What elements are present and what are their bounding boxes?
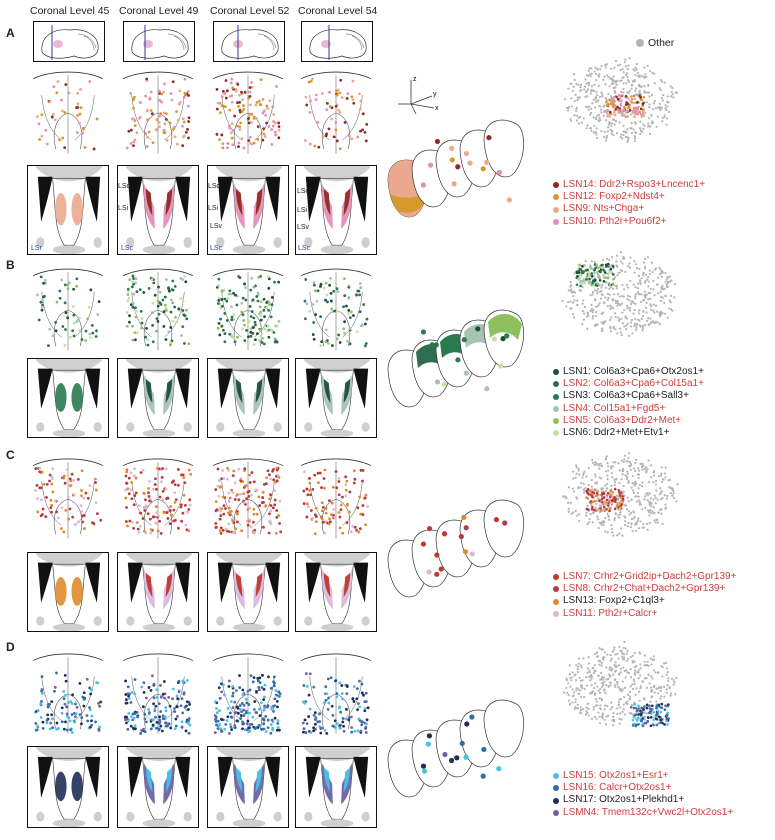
legend-panel-d [553, 770, 733, 819]
legend-dot [553, 773, 559, 779]
legend-label: LSN4: Col15a1+Fgd5+ [563, 402, 666, 414]
legend-dot [553, 785, 559, 791]
legend-item [553, 415, 704, 427]
region-label-lsd: LSd [297, 188, 310, 195]
3d-reconstruction [383, 490, 533, 600]
legend-item [553, 403, 704, 415]
legend-item [553, 608, 736, 620]
legend-item [553, 390, 704, 402]
cell-section [117, 68, 199, 158]
legend-item [553, 427, 704, 439]
legend-label: LSN10: Pth2r+Pou6f2+ [563, 215, 667, 227]
legend-label: LSMN4: Tmem132c+Vwc2l+Otx2os1+ [563, 806, 734, 818]
sagittal-thumbnail [123, 21, 195, 62]
legend-item [553, 770, 733, 782]
atlas-section [27, 746, 109, 828]
legend-dot [553, 599, 559, 605]
legend-dot [553, 406, 559, 412]
cell-section [207, 265, 289, 355]
umap-plot [555, 46, 705, 164]
legend-dot [553, 430, 559, 436]
legend-panel-a [553, 179, 705, 228]
panel-letter-a: A [6, 26, 15, 40]
legend-dot [553, 810, 559, 816]
sagittal-thumbnail [213, 21, 285, 62]
legend-item [553, 216, 705, 228]
region-label-lsi: LSi [297, 207, 308, 214]
legend-item [553, 378, 704, 390]
legend-dot [553, 586, 559, 592]
column-label-level-45: Coronal Level 45 [30, 5, 110, 17]
legend-dot [553, 574, 559, 580]
region-label-lsd: LSd [208, 183, 221, 190]
region-label-lsc: LSc [210, 245, 223, 252]
legend-label: LSN6: Ddr2+Met+Etv1+ [563, 427, 670, 439]
legend-label: LSN3: Col6a3+Cpa6+Sall3+ [563, 390, 689, 402]
atlas-section [207, 165, 289, 255]
3d-reconstruction [383, 110, 533, 220]
region-label-lsi: LSi [118, 205, 129, 212]
legend-item [553, 794, 733, 806]
panel-letter-c: C [6, 448, 15, 462]
atlas-section [207, 358, 289, 438]
cell-section [295, 68, 377, 158]
cell-section [295, 650, 377, 738]
legend-dot [553, 418, 559, 424]
legend-item [553, 366, 704, 378]
atlas-section [207, 552, 289, 632]
axis-z-label: z [413, 76, 417, 83]
legend-item [553, 191, 705, 203]
region-label-lsv: LSv [297, 224, 310, 231]
cell-section [295, 455, 377, 543]
column-label-level-52: Coronal Level 52 [210, 5, 290, 17]
region-label-lsv: LSv [210, 223, 223, 230]
sagittal-thumbnail [33, 21, 105, 62]
legend-dot [553, 381, 559, 387]
sagittal-thumbnail [301, 21, 373, 62]
atlas-section [27, 165, 109, 255]
panel-letter-b: B [6, 258, 15, 272]
legend-item [553, 595, 736, 607]
column-label-level-49: Coronal Level 49 [119, 5, 199, 17]
cell-section [117, 650, 199, 738]
legend-dot [553, 611, 559, 617]
legend-label: LSN8: Crhr2+Chat+Dach2+Gpr139+ [563, 583, 726, 595]
legend-label: LSN5: Col6a3+Ddr2+Met+ [563, 414, 682, 426]
legend-panel-b [553, 366, 704, 439]
cell-section [27, 68, 109, 158]
3d-reconstruction [383, 690, 533, 800]
atlas-section [295, 165, 377, 255]
region-label-lsr: LSr [31, 245, 42, 252]
panel-letter-d: D [6, 640, 15, 654]
legend-label: LSN1: Col6a3+Cpa6+Otx2os1+ [563, 366, 704, 377]
legend-dot [553, 194, 559, 200]
3d-reconstruction [383, 300, 533, 410]
cell-section [207, 455, 289, 543]
legend-label: LSN15: Otx2os1+Esr1+ [563, 770, 669, 781]
atlas-section [27, 358, 109, 438]
umap-plot [555, 630, 705, 748]
region-label-lsc: LSc [298, 245, 311, 252]
legend-dot [553, 207, 559, 213]
region-label-lsc: LSc [121, 245, 134, 252]
legend-item [553, 583, 736, 595]
legend-label: LSN7: Crhr2+Grid2ip+Dach2+Gpr139+ [563, 571, 737, 582]
legend-item [553, 782, 733, 794]
cell-section [207, 650, 289, 738]
legend-item [553, 179, 705, 191]
region-label-lsd: LSd [118, 183, 131, 190]
cell-section [117, 455, 199, 543]
legend-dot [553, 394, 559, 400]
legend-label: LSN16: Calcr+Otx2os1+ [563, 782, 672, 794]
legend-label: LSN13: Foxp2+C1ql3+ [563, 595, 665, 607]
atlas-section [207, 746, 289, 828]
atlas-section [27, 552, 109, 632]
cell-section [117, 265, 199, 355]
legend-label: LSN14: Ddr2+Rspo3+Lncenc1+ [563, 179, 706, 190]
cell-section [295, 265, 377, 355]
legend-panel-c [553, 571, 736, 620]
atlas-section [117, 358, 199, 438]
legend-label: LSN11: Pth2r+Calcr+ [563, 607, 658, 619]
cell-section [27, 650, 109, 738]
atlas-section [117, 165, 199, 255]
axis-y-label: y [433, 91, 437, 98]
cell-section [207, 68, 289, 158]
legend-label: LSN17: Otx2os1+Plekhd1+ [563, 794, 685, 806]
atlas-section [295, 358, 377, 438]
other-label: Other [648, 37, 675, 49]
cell-section [27, 265, 109, 355]
legend-label: LSN2: Col6a3+Cpa6+Col15a1+ [563, 378, 704, 390]
region-label-lsi: LSi [208, 205, 219, 212]
legend-item [553, 203, 705, 215]
legend-dot [553, 182, 559, 188]
cell-section [27, 455, 109, 543]
legend-dot [553, 369, 559, 375]
umap-plot [555, 240, 705, 358]
atlas-section [117, 746, 199, 828]
legend-dot [553, 219, 559, 225]
legend-item [553, 807, 733, 819]
column-label-level-54: Coronal Level 54 [298, 5, 378, 17]
umap-plot [555, 440, 705, 558]
atlas-section [117, 552, 199, 632]
atlas-section [295, 552, 377, 632]
legend-item [553, 571, 736, 583]
axis-x-label: x [435, 105, 439, 112]
legend-dot [553, 798, 559, 804]
atlas-section [295, 746, 377, 828]
legend-label: LSN12: Foxp2+Ndst4+ [563, 191, 665, 203]
legend-label: LSN9: Nts+Chga+ [563, 203, 645, 215]
